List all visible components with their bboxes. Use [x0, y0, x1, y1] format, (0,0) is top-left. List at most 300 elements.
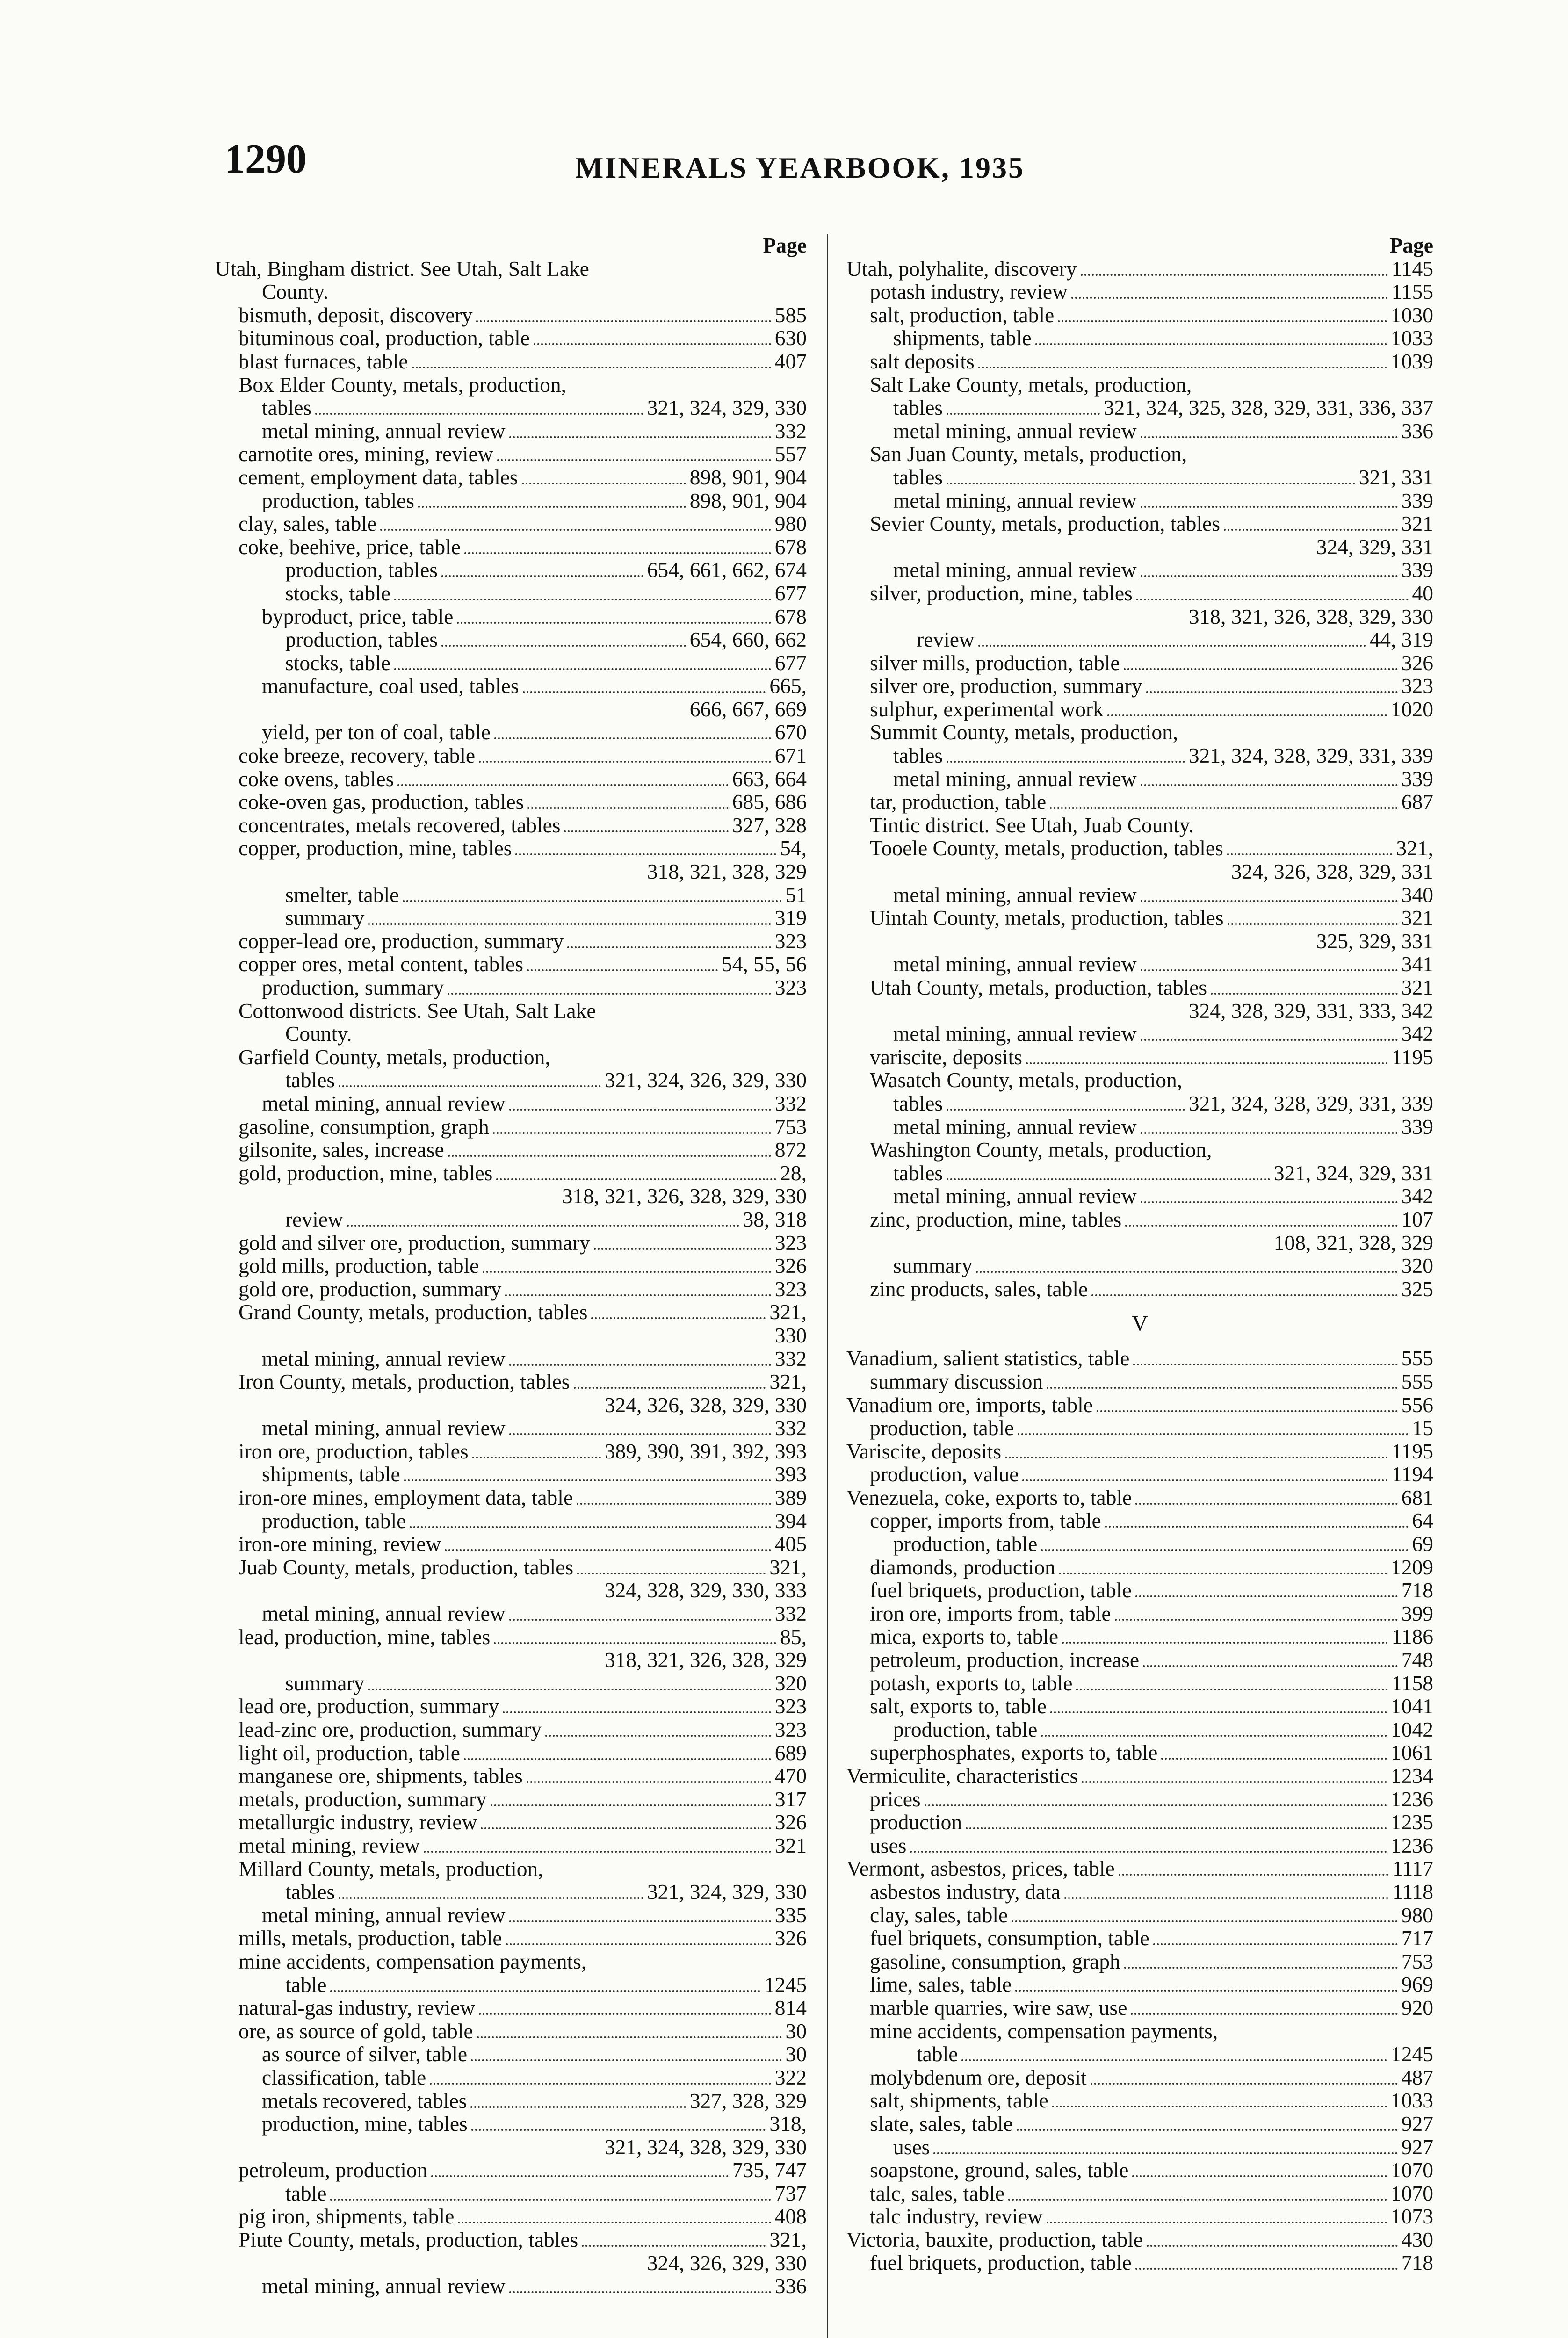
dot-leader: [534, 343, 771, 345]
dot-leader: [1124, 1967, 1398, 1969]
index-entry-text: table: [917, 2042, 958, 2066]
index-entry-pages: 393: [774, 1462, 807, 1487]
index-entry-pages: 321, 324, 329, 331: [1273, 1161, 1433, 1185]
index-entry: [215, 489, 807, 512]
index-entry-pages: 54, 55, 56: [722, 952, 807, 976]
index-entry-pages: 1020: [1391, 697, 1433, 721]
index-entry-pages: 332: [774, 1416, 807, 1440]
index-entry: [846, 1208, 1433, 1231]
index-entry: [846, 1046, 1433, 1069]
index-entry-text: gold mills, production, table: [238, 1254, 479, 1278]
dot-leader: [1141, 436, 1398, 438]
index-entry: [215, 1347, 807, 1371]
index-entry-pages: 718: [1401, 1578, 1433, 1602]
index-entries-left: [215, 257, 807, 2298]
dot-leader: [522, 483, 686, 484]
index-entry-pages: 654, 661, 662, 674: [647, 558, 807, 582]
index-entry-text: metal mining, annual review: [262, 1416, 506, 1440]
index-entry: [846, 442, 1433, 466]
index-entry: [215, 1904, 807, 1927]
index-entry: [215, 999, 807, 1023]
index-entry-pages: 340: [1401, 882, 1433, 907]
index-entry: [215, 767, 807, 791]
index-entry-pages: 323: [774, 1230, 807, 1255]
dot-leader: [457, 622, 771, 624]
dot-leader: [506, 1943, 771, 1945]
dot-leader: [481, 1827, 771, 1829]
index-entry-text: production, table: [893, 1717, 1038, 1741]
dot-leader: [403, 900, 781, 902]
index-entry: [215, 953, 807, 976]
index-entry-pages: 735, 747: [732, 2158, 807, 2182]
dot-leader: [477, 2036, 782, 2038]
dot-leader: [479, 2013, 771, 2015]
index-entry-pages: 332: [774, 1346, 807, 1371]
index-entry-pages: 1235: [1391, 1810, 1433, 1834]
index-entry: [846, 489, 1433, 512]
dot-leader: [1141, 575, 1398, 577]
dot-leader: [458, 2222, 771, 2223]
index-entry-pages: 920: [1401, 1995, 1433, 2020]
index-entry-text: Washington County, metals, production,: [870, 1138, 1212, 1162]
index-entry-pages: 40: [1412, 581, 1433, 605]
index-entry-pages: 927: [1401, 2135, 1433, 2159]
index-entry: [846, 466, 1433, 489]
index-entry: [215, 2158, 807, 2182]
dot-leader: [1141, 784, 1398, 786]
index-entry-text: Variscite, deposits: [846, 1439, 1002, 1463]
dot-leader: [947, 1178, 1270, 1180]
index-entry-text: tar, production, table: [870, 790, 1047, 814]
dot-leader: [1026, 1062, 1388, 1064]
index-entry-text: fuel briquets, production, table: [870, 1578, 1132, 1602]
index-entry-continuation: 108, 321, 328, 329: [1273, 1230, 1433, 1255]
index-entry-text: shipments, table: [893, 326, 1032, 350]
dot-leader: [441, 575, 643, 577]
index-entry: [846, 1254, 1433, 1277]
index-entry-pages: 69: [1412, 1532, 1433, 1556]
index-entry: [846, 1880, 1433, 1904]
index-entry-pages: 28,: [780, 1161, 807, 1185]
index-entry-pages: 321: [1401, 512, 1433, 536]
index-entry-text: salt, exports to, table: [870, 1694, 1047, 1718]
dot-leader: [1052, 2106, 1387, 2107]
index-entry-text: stocks, table: [285, 581, 390, 605]
index-entry: [215, 721, 807, 744]
index-entry-pages: 1195: [1391, 1045, 1433, 1069]
dot-leader: [1228, 923, 1398, 925]
index-entry: [846, 1834, 1433, 1857]
index-entry: [215, 1300, 807, 1324]
index-entry-text: Juab County, metals, production, tables: [238, 1555, 574, 1579]
index-entry: [215, 1022, 807, 1046]
index-entry: [846, 1579, 1433, 1602]
index-entry-pages: 336: [1401, 419, 1433, 443]
dot-leader: [491, 1804, 771, 1806]
index-entry-text: tables: [893, 465, 943, 489]
index-entry-text: natural-gas industry, review: [238, 1996, 476, 2020]
index-entry-text: salt, shipments, table: [870, 2088, 1048, 2113]
index-entries-u: [846, 257, 1433, 1301]
index-entry-pages: 753: [774, 1114, 807, 1139]
index-entry-text: iron ore, imports from, table: [870, 1601, 1111, 1625]
index-entry: [215, 1231, 807, 1255]
index-entry-text: fuel briquets, consumption, table: [870, 1926, 1149, 1950]
dot-leader: [1017, 2129, 1398, 2131]
dot-leader: [515, 853, 776, 855]
index-entry: [215, 350, 807, 373]
index-entry: [215, 512, 807, 535]
index-entry-text: metal mining, annual review: [893, 488, 1137, 512]
dot-leader: [966, 1827, 1387, 1829]
dot-leader: [1135, 1595, 1398, 1597]
dot-leader: [471, 2059, 781, 2061]
index-entry-pages: 64: [1412, 1508, 1433, 1533]
index-entry: [846, 2205, 1433, 2228]
page-number: 1290: [224, 137, 307, 182]
dot-leader: [1076, 1689, 1387, 1690]
dot-leader: [339, 1085, 601, 1087]
index-entry: [846, 512, 1433, 535]
index-entry-pages: 1073: [1391, 2204, 1433, 2229]
index-entry: [846, 1463, 1433, 1486]
index-entry-text: potash industry, review: [870, 280, 1068, 304]
index-entry: [215, 1811, 807, 1834]
dot-leader: [424, 1851, 771, 1853]
index-entry-pages: 1117: [1392, 1856, 1433, 1881]
index-entry-pages: 665,: [769, 674, 807, 698]
index-entry-text: coke breeze, recovery, table: [238, 743, 476, 768]
index-entry-pages: 339: [1401, 1114, 1433, 1139]
index-entry-pages: 407: [774, 349, 807, 373]
dot-leader: [431, 2175, 728, 2177]
index-entry-text: manganese ore, shipments, tables: [238, 1764, 523, 1788]
index-entry-pages: 1245: [1391, 2042, 1433, 2066]
dot-leader: [1050, 1711, 1387, 1713]
dot-leader: [1135, 2268, 1398, 2270]
index-entry-text: uses: [870, 1833, 907, 1857]
index-entry-text: gold ore, production, summary: [238, 1277, 502, 1301]
index-entry-text: lime, sales, table: [870, 1972, 1012, 1997]
index-entry: [846, 976, 1433, 999]
dot-leader: [448, 1155, 771, 1157]
index-entry: [215, 1115, 807, 1139]
index-entry-pages: 389: [774, 1486, 807, 1510]
index-entry-pages: 1234: [1391, 1764, 1433, 1788]
index-entry: [846, 1393, 1433, 1417]
index-entry-text: uses: [893, 2135, 930, 2159]
index-entry-pages: 1070: [1391, 2181, 1433, 2205]
index-entry-pages: 54,: [780, 836, 807, 860]
index-entry: [215, 1718, 807, 1741]
index-entry-pages: 321,: [769, 1370, 807, 1394]
index-entry-text: Salt Lake County, metals, production,: [870, 372, 1192, 397]
index-entry-text: Tintic district. See Utah, Juab County.: [870, 813, 1194, 837]
index-entry-pages: 321, 324, 329, 330: [647, 1880, 807, 1904]
index-entry-text: lead-zinc ore, production, summary: [238, 1717, 542, 1741]
index-entry-pages: 1030: [1391, 303, 1433, 327]
index-entry: [215, 582, 807, 605]
index-entry-text: production, tables: [285, 628, 438, 652]
index-entry-text: metal mining, annual review: [893, 1184, 1137, 1208]
index-entry: [846, 1764, 1433, 1788]
index-entry-pages: 323: [774, 1694, 807, 1718]
dot-leader: [564, 830, 728, 832]
index-entry-pages: 753: [1401, 1949, 1433, 1973]
dot-leader: [394, 599, 771, 600]
index-entry: [846, 2136, 1433, 2159]
index-entry-pages: 321: [1401, 906, 1433, 930]
index-entry-text: Tooele County, metals, production, tables: [870, 836, 1223, 860]
index-entry-text: Sevier County, metals, production, tables: [870, 512, 1220, 536]
index-entry-text: metal mining, review: [238, 1833, 420, 1857]
index-entry-text: smelter, table: [285, 882, 399, 907]
index-entry-text: ore, as source of gold, table: [238, 2019, 473, 2043]
index-entry-text: tables: [262, 396, 312, 420]
dot-leader: [1124, 668, 1398, 670]
index-entry-text: superphosphates, exports to, table: [870, 1740, 1158, 1765]
index-entry-text: metal mining, annual review: [262, 1903, 506, 1927]
index-entry-pages: 399: [1401, 1601, 1433, 1625]
dot-leader: [441, 645, 686, 647]
index-entry-text: production, summary: [262, 975, 444, 999]
index-entry-text: coke, beehive, price, table: [238, 534, 461, 559]
section-letter: V: [1132, 1311, 1148, 1336]
index-entry-pages: 677: [774, 650, 807, 675]
dot-leader: [1064, 1897, 1389, 1899]
index-entry-continuation: 318, 321, 326, 328, 329, 330: [562, 1184, 807, 1208]
index-entry-pages: 585: [774, 303, 807, 327]
index-entry-pages: 15: [1412, 1416, 1433, 1440]
index-entry: [215, 605, 807, 628]
dot-leader: [1146, 691, 1398, 693]
index-entry: [846, 790, 1433, 814]
index-entry-pages: 321, 324, 325, 328, 329, 331, 336, 337: [1103, 396, 1433, 420]
index-entry-pages: 685, 686: [732, 790, 807, 814]
index-entry: [215, 1509, 807, 1533]
index-entry: [215, 744, 807, 767]
index-entry: [215, 790, 807, 814]
index-entry-text: metal mining, annual review: [893, 952, 1137, 976]
dot-leader: [1008, 2199, 1387, 2201]
index-entry: [846, 558, 1433, 582]
dot-leader: [1141, 900, 1398, 902]
index-entry: [215, 1416, 807, 1440]
index-entry: [846, 2182, 1433, 2205]
index-entry-text: iron ore, production, tables: [238, 1439, 469, 1463]
dot-leader: [567, 946, 771, 948]
index-entry-pages: 336: [774, 2274, 807, 2298]
dot-leader: [1107, 714, 1387, 716]
index-entry-text: classification, table: [262, 2065, 426, 2089]
index-entry-text: talc industry, review: [870, 2204, 1043, 2229]
dot-leader: [394, 668, 771, 670]
index-entry: [215, 1486, 807, 1509]
index-entry-text: tables: [893, 1091, 943, 1115]
dot-leader: [347, 1225, 739, 1227]
dot-leader: [1224, 529, 1398, 531]
index-entry-text: lead ore, production, summary: [238, 1694, 499, 1718]
index-entry-continuation: 324, 329, 331: [1316, 534, 1433, 559]
index-entry-text: summary: [285, 1671, 365, 1695]
index-entry-continuation: 324, 328, 329, 330, 333: [604, 1578, 807, 1602]
index-entry: [215, 674, 807, 698]
index-entry-pages: 1033: [1391, 2088, 1433, 2113]
dot-leader: [1147, 2245, 1398, 2247]
index-entry: [846, 1672, 1433, 1695]
index-entry-text: production: [870, 1810, 962, 1834]
dot-leader: [404, 1479, 771, 1481]
index-entry-text: Vermont, asbestos, prices, table: [846, 1856, 1115, 1881]
index-entry-text: copper, imports from, table: [870, 1508, 1101, 1533]
index-entry-continuation: 325, 329, 331: [1316, 929, 1433, 953]
index-entry: [215, 1092, 807, 1115]
index-entry: [846, 721, 1433, 744]
index-entry: [215, 1996, 807, 2020]
index-entry: [846, 1811, 1433, 1834]
index-entries-v: [846, 1347, 1433, 2274]
dot-leader: [978, 367, 1387, 368]
index-entry-pages: 687: [1401, 790, 1433, 814]
index-entry-text: Cottonwood districts. See Utah, Salt Lake: [238, 998, 596, 1023]
index-entry: [846, 1741, 1433, 1764]
index-entry: [846, 280, 1433, 303]
dot-leader: [574, 1387, 766, 1389]
index-entry: [846, 837, 1433, 860]
dot-leader: [430, 2083, 771, 2085]
index-entry: [846, 698, 1433, 721]
index-entry-pages: 408: [774, 2204, 807, 2229]
index-entry-text: Garfield County, metals, production,: [238, 1045, 550, 1069]
index-entry-text: petroleum, production: [238, 2158, 428, 2182]
index-entry-text: Millard County, metals, production,: [238, 1856, 543, 1881]
dot-leader: [582, 2245, 766, 2247]
index-entry-continuation: 324, 326, 328, 329, 331: [1231, 859, 1433, 884]
dot-leader: [497, 459, 771, 461]
index-entry-text: metal mining, annual review: [262, 1602, 506, 1626]
index-entry-text: review: [917, 628, 975, 652]
dot-leader: [1050, 807, 1398, 809]
index-entry-text: gold, production, mine, tables: [238, 1161, 493, 1185]
index-entry: [846, 1973, 1433, 1996]
index-entry-pages: 814: [774, 1996, 807, 2020]
index-entry-text: metals, production, summary: [238, 1787, 487, 1811]
index-entry-text: metal mining, annual review: [893, 558, 1137, 582]
index-entry: [215, 1764, 807, 1788]
index-entry-text: gasoline, consumption, graph: [870, 1949, 1120, 1973]
dot-leader: [1115, 1619, 1398, 1621]
dot-leader: [947, 1109, 1185, 1111]
index-entry-pages: 1236: [1391, 1833, 1433, 1857]
dot-leader: [330, 1990, 760, 1992]
index-entry: [215, 1046, 807, 1069]
dot-leader: [509, 1433, 771, 1435]
index-entry: [846, 326, 1433, 350]
index-entry-text: production, table: [870, 1416, 1014, 1440]
dot-leader: [577, 1503, 771, 1505]
index-entry-text: petroleum, production, increase: [870, 1648, 1140, 1672]
index-entry-pages: 321, 324, 329, 330: [647, 396, 807, 420]
dot-leader: [380, 529, 771, 531]
dot-leader: [418, 506, 686, 508]
index-entry-continuation: 318, 321, 326, 328, 329: [604, 1648, 807, 1672]
index-entry-text: Vermiculite, characteristics: [846, 1764, 1078, 1788]
index-entry-continuation: 324, 328, 329, 331, 333, 342: [1188, 998, 1433, 1023]
index-entry-text: coke ovens, tables: [238, 766, 394, 791]
index-entry: [846, 883, 1433, 907]
index-entry: [846, 651, 1433, 675]
dot-leader: [527, 969, 718, 971]
index-entry: [846, 953, 1433, 976]
index-entry-pages: 487: [1401, 2065, 1433, 2089]
index-entry: [215, 1834, 807, 1857]
dot-leader: [1081, 274, 1388, 276]
index-entry-text: silver mills, production, table: [870, 650, 1120, 675]
dot-leader: [1141, 969, 1398, 971]
dot-leader: [527, 807, 728, 809]
index-entry-text: metal mining, annual review: [262, 1091, 506, 1115]
index-entry-pages: 1061: [1391, 1740, 1433, 1765]
index-entry-text: Grand County, metals, production, tables: [238, 1300, 588, 1324]
index-entry-text: prices: [870, 1787, 921, 1811]
index-entry-pages: 51: [785, 882, 807, 907]
index-entry-pages: 1039: [1391, 349, 1433, 373]
index-entry: [215, 373, 807, 397]
index-entry: [215, 1672, 807, 1695]
index-entry-text: tables: [285, 1880, 335, 1904]
index-entry-text: sulphur, experimental work: [870, 697, 1104, 721]
index-entry-text: as source of silver, table: [262, 2042, 468, 2066]
index-entry-pages: 737: [774, 2181, 807, 2205]
index-entry: [846, 1416, 1433, 1440]
dot-leader: [472, 1457, 601, 1458]
dot-leader: [315, 413, 643, 415]
index-entry-pages: 327, 328, 329: [689, 2088, 807, 2113]
index-entry-text: diamonds, production: [870, 1555, 1055, 1579]
index-entry-text: zinc products, sales, table: [870, 1277, 1088, 1301]
dot-leader: [1005, 1457, 1388, 1458]
dot-leader: [1143, 1665, 1398, 1667]
index-entry-text: metal mining, annual review: [893, 419, 1137, 443]
index-entry: [846, 1277, 1433, 1301]
index-entry-text: fuel briquets, production, table: [870, 2251, 1132, 2275]
index-entry-text: production, tables: [262, 488, 415, 512]
index-entry-pages: 107: [1401, 1207, 1433, 1231]
dot-leader: [494, 737, 771, 739]
index-entry: [215, 2042, 807, 2066]
index-entry-continuation: 318, 321, 326, 328, 329, 330: [1188, 604, 1433, 628]
index-entry-pages: 341: [1401, 952, 1433, 976]
index-entry: [846, 396, 1433, 419]
index-entry-pages: 342: [1401, 1184, 1433, 1208]
dot-leader: [947, 413, 1100, 415]
index-entry: [215, 326, 807, 350]
index-entry-pages: 332: [774, 1602, 807, 1626]
index-entry: [215, 535, 807, 559]
index-entry-pages: 342: [1401, 1022, 1433, 1046]
index-entry-text: zinc, production, mine, tables: [870, 1207, 1122, 1231]
index-entry-text: summary discussion: [870, 1369, 1043, 1393]
index-entry: [215, 466, 807, 489]
dot-leader: [509, 1364, 771, 1366]
index-entry: [215, 1208, 807, 1231]
dot-leader: [978, 645, 1366, 647]
index-entry: [846, 1092, 1433, 1115]
index-entry: [846, 1184, 1433, 1208]
index-entry: [846, 1440, 1433, 1463]
dot-leader: [1058, 320, 1387, 322]
index-entry-text: mills, metals, production, table: [238, 1926, 502, 1950]
